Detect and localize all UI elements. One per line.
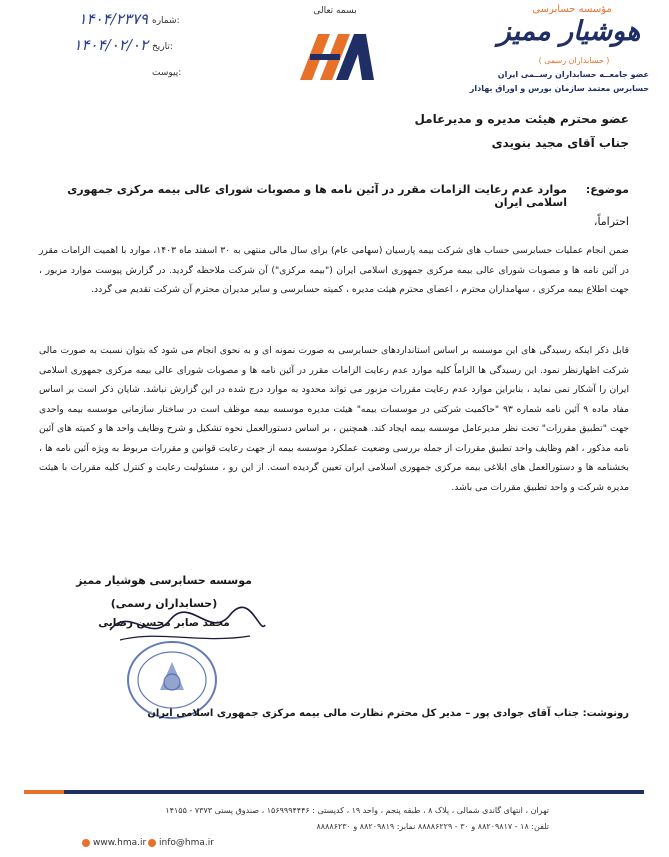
footer-email[interactable] (148, 838, 214, 848)
footer-divider (24, 790, 644, 794)
footer-website-text[interactable]: www.hma.ir (93, 838, 147, 848)
globe-icon (82, 839, 90, 847)
letterhead-accreditation: حسابرس معتمد سازمان بورس و اوراق بهادار (469, 84, 649, 93)
number-value: ۱۴۰۴/۲۳۷۹ (78, 10, 148, 28)
footer-address: تهران ، انتهای گاندی شمالی ، پلاک ۸ ، طبقه پنجم ، واحد ۱۹ ، کدپستی : ۱۵۶۹۹۹۴۴۴۶ ، صندوق پستی ۷۳۷۳ - ۱۴۱۵۵ (165, 806, 549, 815)
footer-email-text[interactable]: info@hma.ir (159, 838, 214, 848)
footer-phone: تلفن: ۱۸ - ۸۸۲۰۹۸۱۷ و ۳۰ - ۸۸۸۸۶۲۲۹ نمابر: ۸۸۲۰۹۸۱۹ و ۸۸۸۸۶۲۳۰ (316, 822, 549, 831)
body-paragraph: قابل ذکر اینکه رسیدگی های این موسسه بر اساس استانداردهای حسابرسی به صورت نمونه ای و به نحوی انجام می شود که بتوان نسبت به صورت مالی شرکت اظهارنظر نمود. این رسیدگی ها الزاماً کلیه موارد عدم رعایت الزامات مقرر در آئین نامه ها و مصوبات شورای عالی بیمه مرکزی جمهوری اسلامی ایران را آشکار نمی نماید ، بنابراین موارد عدم رعایت مقررات مزبور می تواند محدود به موارد درج شده در این گزارش نباشد. شایان ذکر است بر اساس مفاد ماده ۹ آئین نامه شماره ۹۳ "حاکمیت شرکتی در موسسات بیمه" هیئت مدیره موسسه بیمه موظف است در ساختار سازمانی موسسه بیمه واحدی جهت "تطبیق مقررات" تحت نظر مدیرعامل موسسه بیمه ایجاد کند. همچنین ، بر اساس دستورالعمل نحوه تشکیل و شرح وظایف واحد ها و کمیته های آئین نامه مذکور ، اهم وظایف واحد تطبیق مقررات از جمله بررسی وضعیت عملکرد موسسه بیمه از جهت رعایت قوانین و مقررات مربوط به ویژه آئین نامه ها ، بخشنامه ها و دستورالعمل های ابلاغی بیمه مرکزی جمهوری اسلامی ایران تعیین گردیده است. از این رو ، مسئولیت رعایت و کنترل کلیه مقررات با هیئت مدیره شرکت و واحد تطبیق مقررات می باشد. (39, 345, 629, 493)
date-label: تاریخ: (152, 42, 173, 52)
letterhead-name: هوشیار ممیز (497, 16, 641, 47)
signature-firm: موسسه حسابرسی هوشیار ممیز (76, 574, 252, 587)
mail-icon (148, 839, 156, 847)
letterhead-top-word: مؤسسه حسابرسی (532, 4, 612, 15)
signature-names: محمد صابر محسن رضایی (98, 617, 230, 629)
basmala: بسمه تعالی (313, 6, 357, 16)
footer-website[interactable] (82, 838, 146, 848)
attachment-label: پیوست: (152, 68, 182, 78)
greeting: احتراماً، (593, 215, 629, 228)
date-value: ۱۴۰۴/۰۲/۰۲ (73, 36, 148, 54)
subject-text: موارد عدم رعایت الزامات مقرر در آئین نامه ها و مصوبات شورای عالی بیمه مرکزی جمهوری اسلامی ایران (67, 183, 567, 209)
letterhead-membership: عضو جامعــه حسابداران رســمی ایران (497, 70, 649, 79)
hma-logo-icon (296, 30, 376, 82)
addressee-title: عضو محترم هیئت مدیره و مدیرعامل (414, 112, 629, 126)
carbon-copy-line: رونوشت: جناب آقای جوادی پور – مدیر کل محترم نظارت مالی بیمه مرکزی جمهوری اسلامی ایران (147, 708, 629, 719)
letterhead-sub: ( حسابداران رسمی ) (538, 56, 610, 65)
body-paragraph: ضمن انجام عملیات حسابرسی حساب های شرکت بیمه پارسیان (سهامی عام) برای سال مالی منتهی به ۳۰ اسفند ماه ۱۴۰۳، موارد با اهمیت الزامات مقرر در آئین نامه ها و مصوبات شورای عالی بیمه مرکزی جمهوری اسلامی ایران ("بیمه مرکزی") آن شرکت ملاحظه گردید. در گزارش پیوست موارد مزبور ، جهت اطلاع بیمه مرکزی ، سهامداران محترم ، اعضای محترم هیئت مدیره ، کمیته حسابرسی و سایر مدیران محترم آن شرکت تقدیم می گردد. (39, 245, 629, 295)
addressee-name: جناب آقای مجید بنویدی (491, 136, 629, 150)
signature-firm-sub: (حسابداران رسمی) (110, 597, 218, 610)
subject-label: موضوع: (585, 183, 629, 196)
number-label: شماره: (152, 16, 180, 26)
